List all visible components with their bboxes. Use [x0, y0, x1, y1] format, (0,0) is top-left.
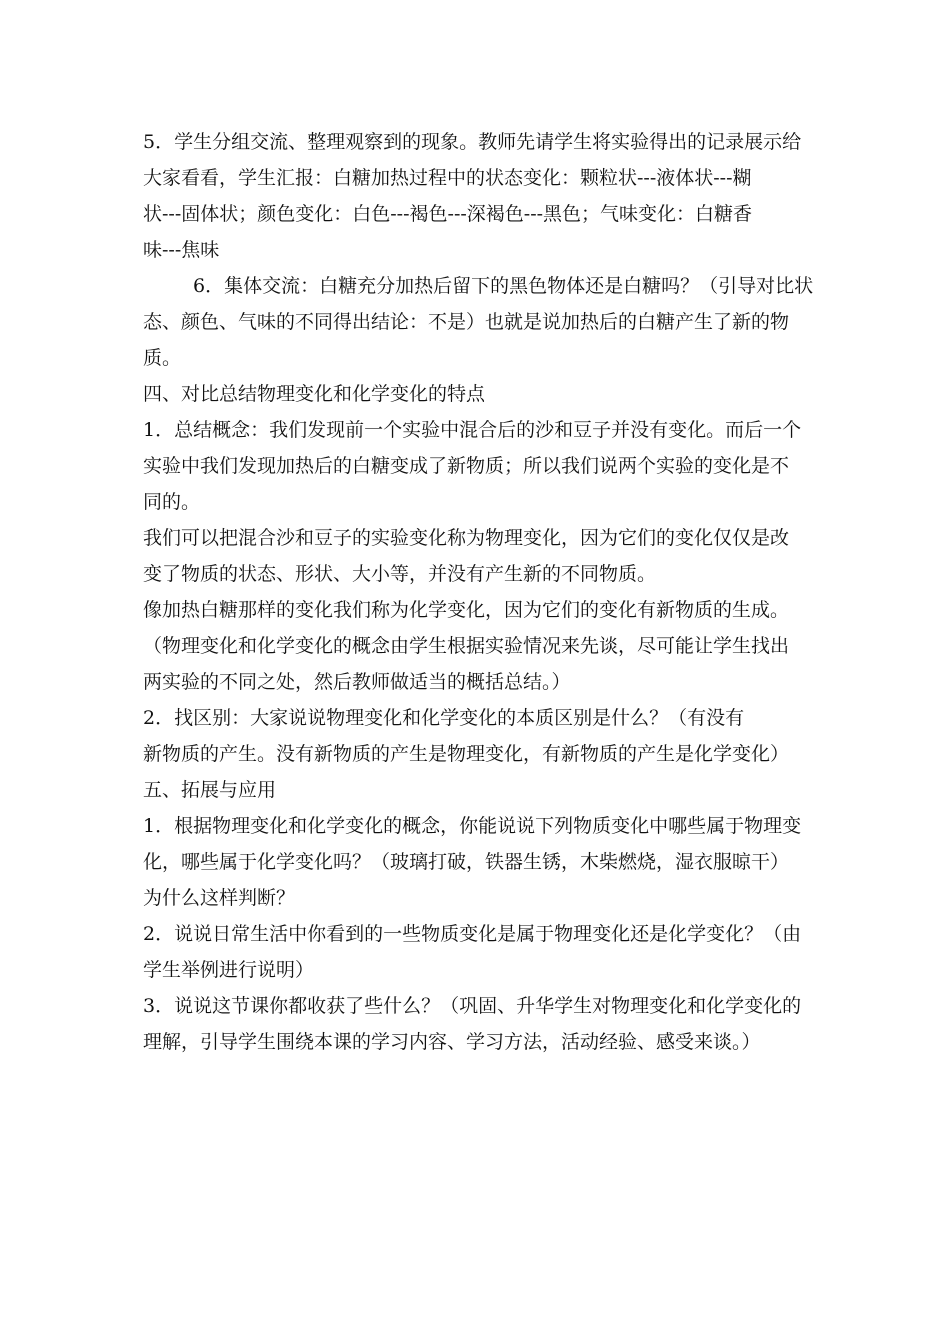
text-line: 态、颜色、气味的不同得出结论：不是）也就是说加热后的白糖产生了新的物	[143, 311, 790, 333]
text-line: 质。	[143, 347, 182, 369]
text-line: 新物质的产生。没有新物质的产生是物理变化，有新物质的产生是化学变化）	[143, 743, 790, 765]
text-line: 大家看看，学生汇报：白糖加热过程中的状态变化：颗粒状---液体状---糊	[143, 167, 752, 189]
text-line: 我们可以把混合沙和豆子的实验变化称为物理变化，因为它们的变化仅仅是改	[143, 527, 790, 549]
text-line: 6．集体交流：白糖充分加热后留下的黑色物体还是白糖吗？（引导对比状	[193, 275, 814, 297]
text-line: 味---焦味	[143, 239, 220, 261]
text-line: 实验中我们发现加热后的白糖变成了新物质；所以我们说两个实验的变化是不	[143, 455, 790, 477]
text-line: 化，哪些属于化学变化吗？（玻璃打破，铁器生锈，木柴燃烧，湿衣服晾干）	[143, 851, 790, 873]
text-line: 变了物质的状态、形状、大小等，并没有产生新的不同物质。	[143, 563, 657, 585]
text-line: 理解，引导学生围绕本课的学习内容、学习方法，活动经验、感受来谈。）	[143, 1031, 761, 1053]
text-line: 同的。	[143, 491, 201, 513]
text-line: 两实验的不同之处，然后教师做适当的概括总结。）	[143, 671, 571, 693]
text-line: 5．学生分组交流、整理观察到的现象。教师先请学生将实验得出的记录展示给	[143, 131, 802, 153]
text-line: 3．说说这节课你都收获了些什么？（巩固、升华学生对物理变化和化学变化的	[143, 995, 802, 1017]
text-line: 2．说说日常生活中你看到的一些物质变化是属于物理变化还是化学变化？（由	[143, 923, 802, 945]
section-heading: 四、对比总结物理变化和化学变化的特点	[143, 383, 486, 405]
document-body	[143, 124, 823, 1060]
text-line: 1．根据物理变化和化学变化的概念，你能说说下列物质变化中哪些属于物理变	[143, 815, 802, 837]
text-line: 像加热白糖那样的变化我们称为化学变化，因为它们的变化有新物质的生成。	[143, 599, 790, 621]
text-line: 学生举例进行说明）	[143, 959, 315, 981]
text-line: 状---固体状；颜色变化：白色---褐色---深褐色---黑色；气味变化：白糖香	[143, 203, 753, 225]
section-heading: 五、拓展与应用	[143, 779, 277, 801]
text-line: （物理变化和化学变化的概念由学生根据实验情况来先谈，尽可能让学生找出	[143, 635, 790, 657]
text-line: 1．总结概念：我们发现前一个实验中混合后的沙和豆子并没有变化。而后一个	[143, 419, 802, 441]
text-line: 2．找区别：大家说说物理变化和化学变化的本质区别是什么？（有没有	[143, 707, 745, 729]
text-line: 为什么这样判断？	[143, 887, 296, 909]
